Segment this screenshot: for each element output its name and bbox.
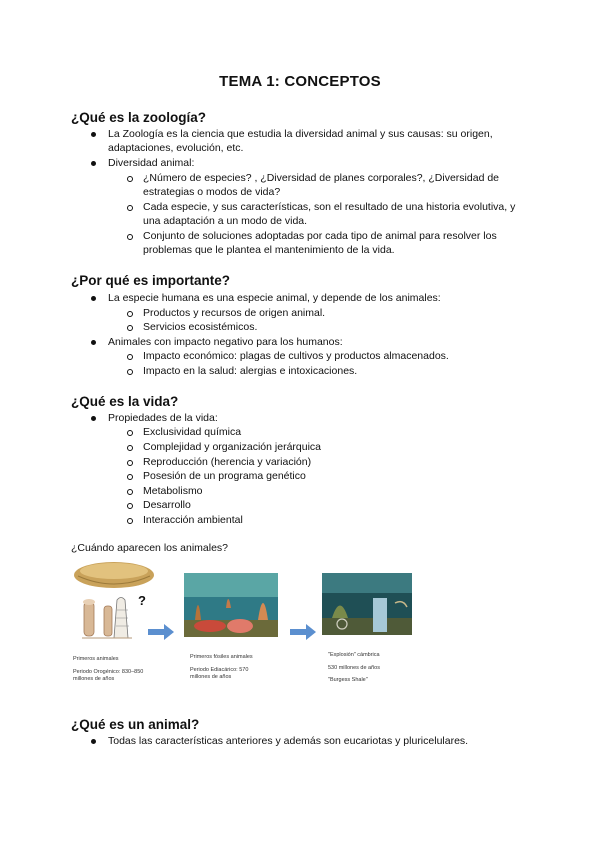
sub-bullet-item: Cada especie, y sus características, son el resultado de una historia evolutiva, y una adaptación a un modo de vida.	[143, 200, 528, 228]
circle-bullet-icon	[127, 474, 133, 480]
caption-cambrian-explosion: "Explosión" cámbrica 530 millones de años "Burgess Shale"	[328, 652, 380, 683]
page-title: TEMA 1: CONCEPTOS	[219, 73, 381, 90]
circle-bullet-icon	[127, 503, 133, 509]
heading-zoologia: ¿Qué es la zoología?	[71, 110, 207, 125]
sub-bullet-item: Impacto en la salud: alergias e intoxicaciones.	[143, 364, 528, 378]
circle-bullet-icon	[127, 445, 133, 451]
sub-bullet-item: Interacción ambiental	[143, 513, 528, 527]
bullet-icon	[91, 340, 96, 345]
sub-bullet-item: Complejidad y organización jerárquica	[143, 440, 528, 454]
sub-bullet-item: Reproducción (herencia y variación)	[143, 455, 528, 469]
bullet-icon	[91, 739, 96, 744]
circle-bullet-icon	[127, 311, 133, 317]
ediacaran-scene-drawing	[184, 573, 278, 637]
bullet-icon	[91, 132, 96, 137]
arrow-right-icon	[148, 624, 174, 640]
cambrian-scene-drawing	[322, 573, 412, 635]
circle-bullet-icon	[127, 460, 133, 466]
evolution-timeline-figure	[70, 558, 420, 700]
circle-bullet-icon	[127, 369, 133, 375]
sub-bullet-item: Metabolismo	[143, 484, 528, 498]
sub-bullet-item: Impacto económico: plagas de cultivos y productos almacenados.	[143, 349, 528, 363]
caption-first-fossils: Primeros fósiles animales Periodo Ediacárico: 570 millones de años	[190, 654, 253, 680]
bullet-icon	[91, 161, 96, 166]
heading-animal: ¿Qué es un animal?	[71, 717, 200, 732]
sub-bullet-item: Exclusividad química	[143, 425, 528, 439]
heading-vida: ¿Qué es la vida?	[71, 394, 179, 409]
heading-importante: ¿Por qué es importante?	[71, 273, 231, 288]
circle-bullet-icon	[127, 430, 133, 436]
sub-bullet-item: Desarrollo	[143, 498, 528, 512]
sub-bullet-item: Productos y recursos de origen animal.	[143, 306, 528, 320]
circle-bullet-icon	[127, 489, 133, 495]
bullet-item: La Zoología es la ciencia que estudia la diversidad animal y sus causas: su origen, adaptaciones, evolución, etc.	[108, 127, 528, 155]
sub-bullet-item: ¿Número de especies? , ¿Diversidad de planes corporales?, ¿Diversidad de estrategias o modos de vida?	[143, 171, 528, 199]
sub-bullet-item: Posesión de un programa genético	[143, 469, 528, 483]
bullet-item: Animales con impacto negativo para los humanos:	[108, 335, 528, 349]
question-mark: ?	[138, 593, 146, 608]
bullet-item: Diversidad animal:	[108, 156, 528, 170]
bullet-item: Propiedades de la vida:	[108, 411, 528, 425]
sub-bullet-item: Conjunto de soluciones adoptadas por cada tipo de animal para resolver los problemas que le plantea el mantenimiento de la vida.	[143, 229, 528, 257]
circle-bullet-icon	[127, 234, 133, 240]
question-text: ¿Cuándo aparecen los animales?	[71, 542, 229, 554]
circle-bullet-icon	[127, 205, 133, 211]
caption-first-animals: Primeros animales Periodo Orogénico: 830–850 millones de años	[73, 656, 144, 682]
circle-bullet-icon	[127, 354, 133, 360]
bullet-icon	[91, 416, 96, 421]
sub-bullet-item: Servicios ecosistémicos.	[143, 320, 528, 334]
circle-bullet-icon	[127, 176, 133, 182]
bullet-item: La especie humana es una especie animal, y depende de los animales:	[108, 291, 528, 305]
circle-bullet-icon	[127, 325, 133, 331]
arrow-right-icon	[290, 624, 316, 640]
bullet-icon	[91, 296, 96, 301]
circle-bullet-icon	[127, 518, 133, 524]
bullet-item: Todas las características anteriores y además son eucariotas y pluricelulares.	[108, 734, 528, 748]
